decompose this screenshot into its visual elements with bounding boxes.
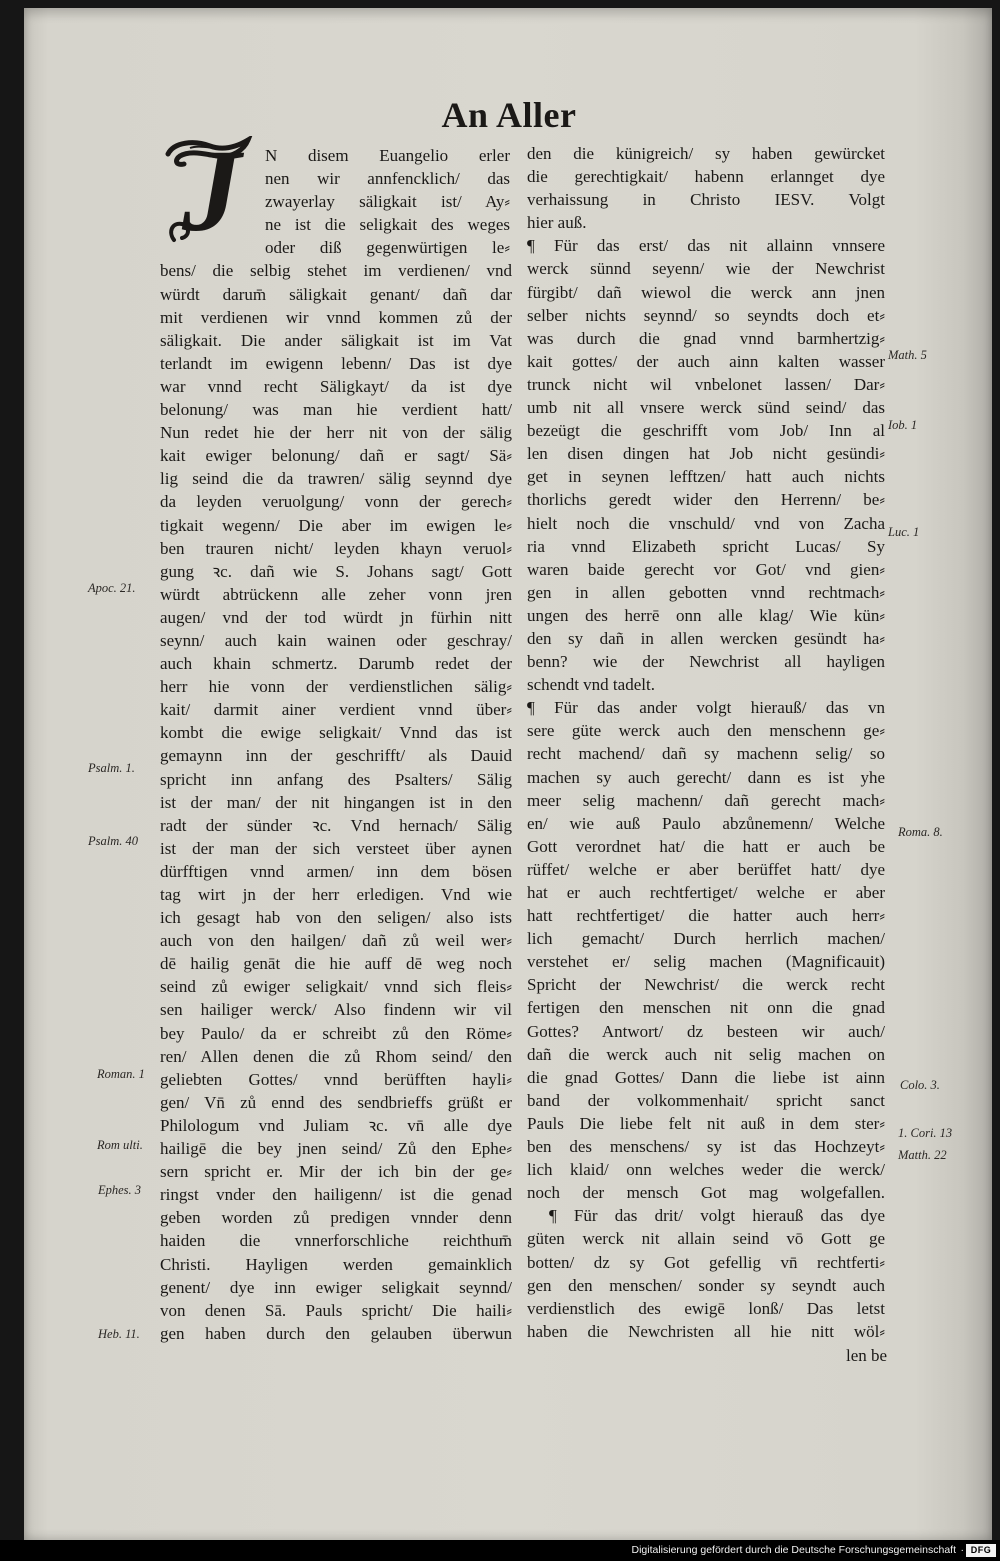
- text-line: gen in allen gebotten vnnd rechtmach⸗: [527, 582, 885, 602]
- text-line: ¶ Für das drit/ volgt hierauß das dye: [549, 1206, 885, 1226]
- margin-note-left: Roman. 1: [97, 1067, 145, 1081]
- text-line: geben worden zů predigen vnnder denn: [160, 1208, 512, 1228]
- margin-note-left: Heb. 11.: [98, 1327, 140, 1341]
- text-line: dürfftigen vnnd armen/ inn dem bösen: [160, 861, 512, 881]
- text-line: genent/ dye inn ewiger seligkait seynnd/: [160, 1277, 512, 1297]
- text-line: haben die Newchristen all hie nitt wöl⸗: [527, 1321, 885, 1341]
- text-line: machen sy auch gerecht/ dann es ist yhe: [527, 767, 885, 787]
- text-line: umb nit all vnsere werck sünd seind/ das: [527, 398, 885, 418]
- text-line: gung ꝛc. dañ wie S. Johans sagt/ Gott: [160, 561, 512, 581]
- footer-separator: ·: [960, 1544, 964, 1556]
- margin-note-right: 1. Cori. 13: [898, 1126, 953, 1140]
- left-text-column: [160, 144, 512, 1345]
- text-line: lich klaid/ onn welches weder die werck/: [527, 1160, 885, 1180]
- margin-note-right: Iob. 1: [888, 418, 918, 432]
- footer-credit: Digitalisierung gefördert durch die Deutsche Forschungsgemeinschaft: [631, 1544, 956, 1556]
- text-line: ich gesagt hab von den seligen/ also ists: [160, 908, 512, 928]
- text-line: sen hailiger werck/ Also findenn wir vil: [160, 1000, 512, 1020]
- text-line: len disen dingen hat Job nicht gesündi⸗: [527, 444, 885, 464]
- text-line: sern spricht er. Mir der ich bin der ge⸗: [160, 1162, 512, 1182]
- text-line: gen den menschen/ sonder sy seyndt auch: [527, 1275, 885, 1295]
- text-line: ungen des herrē onn alle klag/ Wie kün⸗: [527, 605, 885, 625]
- text-line: den sy dañ in allen wercken gesündt ha⸗: [527, 628, 885, 648]
- text-line: Christi. Hayligen werden gemainklich: [160, 1254, 512, 1274]
- margin-note-right: Roma. 8.: [898, 825, 943, 839]
- text-line: thorlichs geredt wider den Herrenn/ be⸗: [527, 490, 885, 510]
- text-line: gemaynn inn der geschrifft/ als Dauid: [160, 746, 512, 766]
- right-text-column: [527, 142, 885, 1343]
- text-line: nen wir annfencklich/ das: [265, 169, 510, 189]
- text-line: recht machend/ dañ sy machenn selig/ so: [527, 744, 885, 764]
- text-line: selber nichts seynnd/ so seyndts doch et⸗: [527, 305, 885, 325]
- margin-note-right: Matth. 22: [898, 1148, 947, 1162]
- running-title: An Aller: [441, 95, 577, 135]
- text-line: schendt vnd tadelt.: [527, 675, 655, 695]
- text-line: hatt rechtfertiget/ die hatter auch herr⸗: [527, 906, 885, 926]
- text-line: rüffet/ welche er aber berüffet hatt/ dye: [527, 859, 885, 879]
- margin-note-right: Colo. 3.: [900, 1078, 940, 1092]
- text-line: seind zů ewiger seligkait/ vnnd sich fleis⸗: [160, 977, 512, 997]
- text-line: da leyden veruolgung/ vonn der gerech⸗: [160, 492, 512, 512]
- text-line: dañ die werck auch nit selig machen on: [527, 1044, 885, 1064]
- text-line: ben trauren nicht/ leyden khayn veruol⸗: [160, 538, 512, 558]
- text-line: ist der man/ der nit hingangen ist in den: [160, 792, 512, 812]
- text-line: terlandt im ewigenn lebenn/ Das ist dye: [160, 353, 512, 373]
- text-line: ben des menschens/ sy ist das Hochzeyt⸗: [527, 1137, 885, 1157]
- margin-note-left: Ephes. 3: [98, 1183, 142, 1197]
- drop-cap-letter: J: [182, 125, 241, 256]
- text-line: sere güte werck auch den menschenn ge⸗: [527, 721, 885, 741]
- margin-note-left: Apoc. 21.: [88, 581, 136, 595]
- text-line: ringst vnder den hailigenn/ ist die genad: [160, 1185, 512, 1205]
- text-line: belonung/ was man hie verdient hatt/: [160, 400, 512, 420]
- footer-band: [0, 1540, 1000, 1561]
- text-line: werck sünnd seyenn/ wie der Newchrist: [527, 259, 885, 279]
- text-line: N disem Euangelio erler: [265, 146, 510, 165]
- text-line: ren/ Allen denen die zů Rhom seind/ den: [160, 1046, 512, 1066]
- text-line: gen haben durch den gelauben überwun: [160, 1323, 512, 1343]
- text-line: en/ wie auß Paulo abzůnemenn/ Welche: [527, 813, 885, 833]
- text-line: ¶ Für das ander volgt hierauß/ das vn: [527, 698, 885, 718]
- text-line: fertigen den menschen nit onn die gnad: [527, 998, 885, 1018]
- text-line: verstehet er/ selig machen (Magnificauit): [527, 952, 885, 972]
- text-line: güten werck nit allain seind vō Gott ge: [527, 1229, 885, 1249]
- text-line: tigkait wegenn/ Die aber im ewigen le⸗: [160, 515, 512, 535]
- text-line: kait gottes/ der auch ainn kalten wasser: [527, 351, 885, 371]
- text-line: verdienstlich des ewigē lonß/ Das letst: [527, 1298, 885, 1318]
- text-line: hielt noch die vnschuld/ vnd von Zacha: [527, 513, 885, 533]
- text-line: trunck nicht wil vnbelonet lassen/ Dar⸗: [527, 374, 885, 394]
- margin-note-left: Psalm. 40: [88, 834, 138, 848]
- text-line: ist der man der sich versteet über aynen: [160, 838, 512, 858]
- text-line: die gerechtigkait/ habenn erlannget dye: [527, 167, 885, 187]
- text-line: auch von den hailgen/ dañ zů weil wer⸗: [160, 931, 512, 951]
- text-line: würdt darum̄ säligkait genant/ dañ dar: [160, 284, 512, 304]
- text-line: den die künigreich/ sy haben gewürcket: [527, 144, 885, 163]
- text-line: ne ist die seligkait des weges: [265, 215, 510, 235]
- text-line: meer selig machenn/ dañ gerecht mach⸗: [527, 790, 885, 810]
- text-line: oder diß gegenwürtigen le⸗: [265, 238, 510, 258]
- text-line: dē hailig genāt die hie auff dē weg noch: [160, 954, 512, 974]
- text-line: geliebten Gottes/ vnnd berüfften hayli⸗: [160, 1069, 512, 1089]
- text-line: seynn/ auch kain wainen oder geschray/: [160, 630, 512, 650]
- text-line: würdt abtrückenn alle zeher vonn jren: [160, 584, 512, 604]
- text-line: kait/ darmit ainer verdient vnnd über⸗: [160, 700, 512, 720]
- text-line: säligkait. Die ander säligkait ist im Vat: [160, 330, 512, 350]
- text-line: noch der mensch Got mag wolgefallen.: [527, 1183, 885, 1203]
- text-line: waren baide gerecht vor Got/ vnd gien⸗: [527, 559, 885, 579]
- text-line: verhaissung in Christo IESV. Volgt: [527, 190, 885, 210]
- text-line: von denen Sā. Pauls spricht/ Die haili⸗: [160, 1300, 512, 1320]
- dfg-logo: DFG: [966, 1544, 996, 1557]
- text-line: die gnad Gottes/ Dann die liebe ist ainn: [527, 1067, 885, 1087]
- text-line: fürgibt/ dañ wiewol die werck ann jnen: [527, 282, 885, 302]
- text-line: herr hie vonn der verdienstlichen sälig⸗: [160, 677, 512, 697]
- text-line: tag wirt jn der herr erledigen. Vnd wie: [160, 885, 512, 904]
- text-line: hat er auch rechtfertiget/ welche er aber: [527, 883, 885, 902]
- text-line: haiden die vnnerforschliche reichthum̄: [160, 1231, 512, 1251]
- margin-note-right: Math. 5: [888, 348, 927, 362]
- text-line: radt der sünder ꝛc. Vnd hernach/ Sälig: [160, 815, 512, 835]
- text-line: augen/ vnd der tod würdt jn fürhin nitt: [160, 607, 512, 627]
- text-line: was durch die gnad vnnd barmhertzig⸗: [527, 328, 885, 348]
- text-line: benn? wie der Newchrist all hayligen: [527, 652, 885, 672]
- text-line: get in seynen lefftzen/ hatt auch nichts: [527, 467, 885, 487]
- margin-note-right: Luc. 1: [888, 525, 920, 539]
- text-line: mit verdienen wir vnnd kommen zů der: [160, 307, 512, 327]
- text-line: Philologum vnd Juliam ꝛc. vn̄ alle dye: [160, 1115, 512, 1135]
- text-line: zwayerlay säligkait ist/ Ay⸗: [265, 192, 510, 212]
- text-line: lich gemacht/ Durch herrlich machen/: [527, 929, 885, 949]
- text-line: spricht inn anfang des Psalters/ Sälig: [160, 769, 512, 789]
- text-line: bens/ die selbig stehet im verdienen/ vnd: [160, 261, 512, 281]
- text-line: ¶ Für das erst/ das nit allainn vnnsere: [527, 236, 885, 256]
- text-line: bey Paulo/ da er schreibt zů den Röme⸗: [160, 1023, 512, 1043]
- text-line: auch khain schmertz. Darumb redet der: [160, 654, 512, 674]
- text-line: botten/ dz sy Got gefellig vn̄ rechtferti⸗: [527, 1252, 885, 1272]
- text-line: Spricht der Newchrist/ die werck recht: [527, 975, 885, 995]
- text-line: ria vnnd Elizabeth spricht Lucas/ Sy: [527, 536, 885, 556]
- text-line: band der volkommenhait/ spricht sanct: [527, 1090, 885, 1110]
- text-line: war vnnd recht Säligkayt/ da ist dye: [160, 376, 512, 396]
- catchword: len be: [846, 1346, 888, 1365]
- text-line: hier auß.: [527, 213, 587, 233]
- text-line: gen/ Vn̄ zů ennd des sendbrieffs grüßt er: [160, 1092, 512, 1112]
- text-line: kombt die ewige seligkait/ Vnnd das ist: [160, 723, 512, 743]
- text-line: lig seind die da trawren/ sälig seynnd dye: [160, 469, 512, 489]
- margin-note-left: Rom ulti.: [97, 1138, 143, 1152]
- text-line: Gott verordnet hat/ die hatt er auch be: [527, 836, 885, 856]
- text-line: Gottes? Antwort/ dz besteen wir auch/: [527, 1021, 885, 1041]
- margin-note-left: Psalm. 1.: [88, 761, 135, 775]
- text-line: Nun redet hie der herr nit von der sälig: [160, 423, 512, 443]
- text-line: bezeügt die geschrifft vom Job/ Inn al: [527, 421, 885, 441]
- text-line: Pauls Die liebe felt nit auß in dem ster⸗: [527, 1113, 885, 1133]
- text-line: hailigē die bey jnen seind/ Zů den Ephe⸗: [160, 1139, 512, 1159]
- text-line: kait ewiger belonung/ dañ er sagt/ Sä⸗: [160, 446, 512, 466]
